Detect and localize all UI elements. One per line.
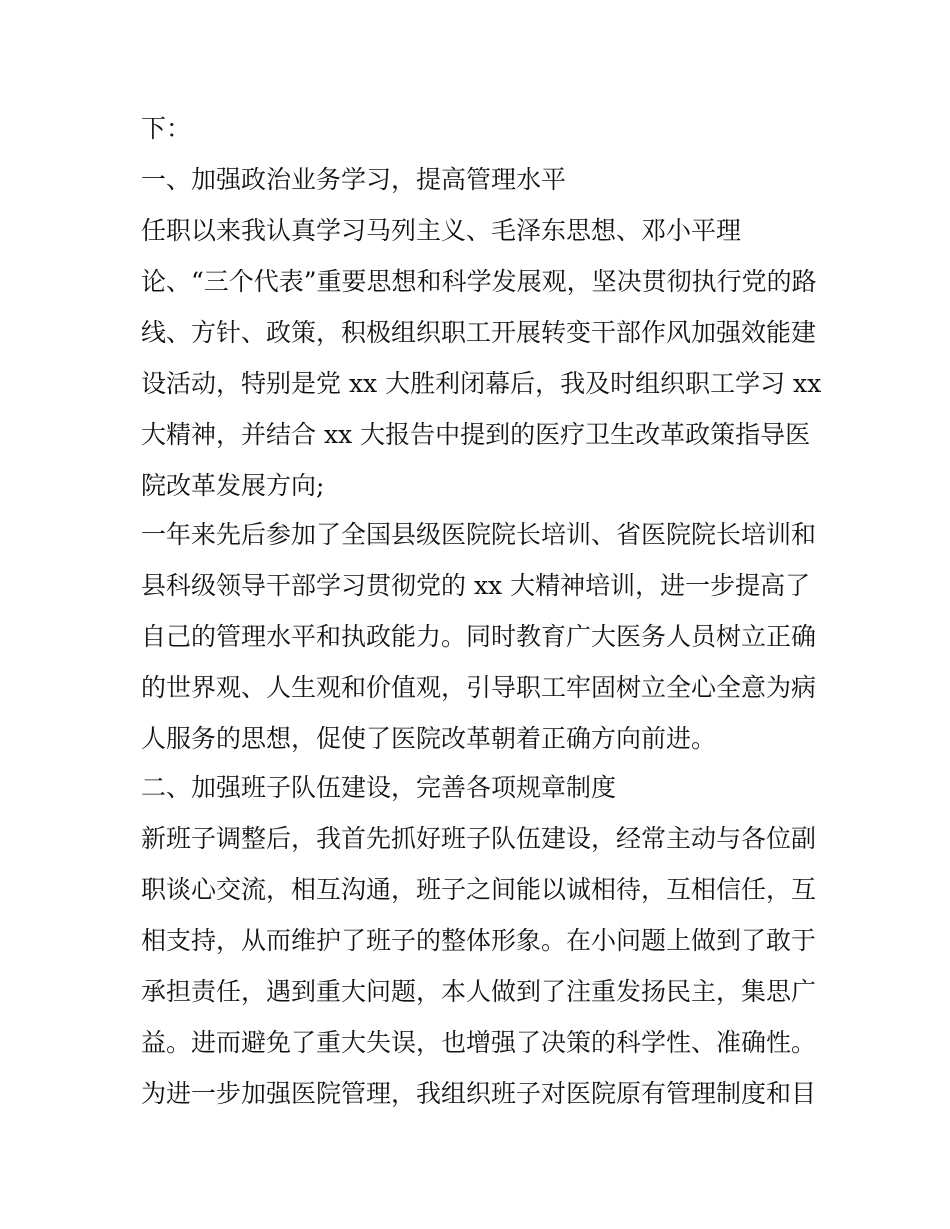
text-line: 的世界观、人生观和价值观，引导职工牢固树立全心全意为病 [141,673,817,702]
text-line: 任职以来我认真学习马列主义、毛泽东思想、邓小平理 [141,216,742,245]
text-line: 设活动，特别是党 xx 大胜利闭幕后，我及时组织职工学习 xx [141,369,822,398]
text-line: 相支持，从而维护了班子的整体形象。在小问题上做到了敢于 [141,926,817,955]
text-line: 院改革发展方向; [141,471,325,500]
text-line: 职谈心交流，相互沟通，班子之间能以诚相待，互相信任，互 [141,875,817,904]
text-line: 为进一步加强医院管理，我组织班子对医院原有管理制度和目 [141,1079,817,1108]
text-line: 下： [141,114,192,143]
text-line: 线、方针、政策，积极组织职工开展转变干部作风加强效能建 [141,318,817,347]
text-line: 一年来先后参加了全国县级医院院长培训、省医院院长培训和 [141,520,817,549]
text-line: 新班子调整后，我首先抓好班子队伍建设，经常主动与各位副 [141,824,817,853]
text-line: 益。进而避免了重大失误，也增强了决策的科学性、准确性。 [141,1028,817,1057]
text-line: 大精神，并结合 xx 大报告中提到的医疗卫生改革政策指导医 [141,420,811,449]
text-line: 自己的管理水平和执政能力。同时教育广大医务人员树立正确 [141,622,817,651]
section-heading: 二、加强班子队伍建设，完善各项规章制度 [141,773,617,802]
text-line: 县科级领导干部学习贯彻党的 xx 大精神培训，进一步提高了 [141,571,811,600]
text-line: 论、“三个代表”重要思想和科学发展观，坚决贯彻执行党的路 [141,267,817,296]
section-heading: 一、加强政治业务学习，提高管理水平 [141,165,567,194]
text-line: 承担责任，遇到重大问题，本人做到了注重发扬民主，集思广 [141,977,817,1006]
text-line: 人服务的思想，促使了医院改革朝着正确方向前进。 [141,724,717,753]
